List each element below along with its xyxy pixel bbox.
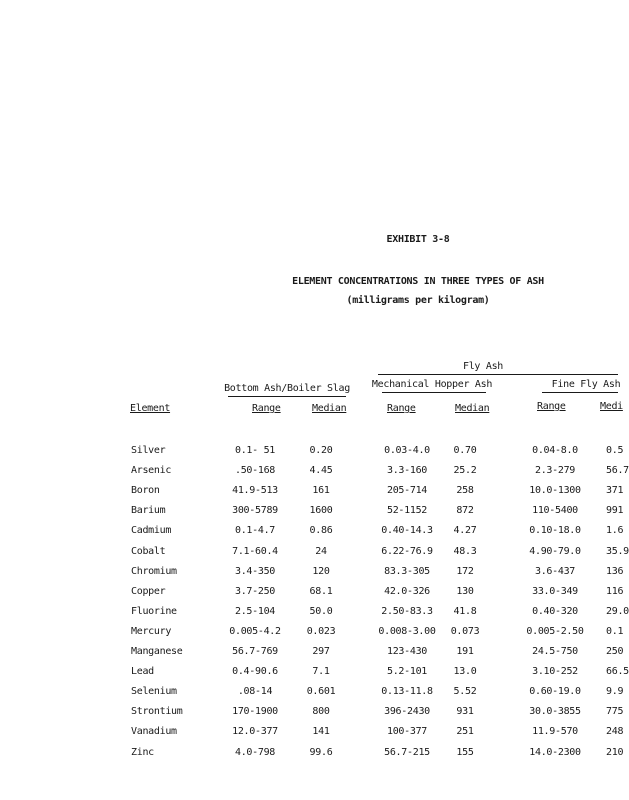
fine-median-cell: 35.9 xyxy=(606,546,629,557)
mech-median-cell: 130 xyxy=(456,586,474,597)
bottom-median-cell: 0.86 xyxy=(309,525,333,536)
fine-range-cell: 0.10-18.0 xyxy=(529,525,581,536)
element-cell: Lead xyxy=(131,666,154,677)
fine-range-cell: 10.0-1300 xyxy=(529,485,581,496)
mech-median-cell: 25.2 xyxy=(453,465,477,476)
bottom-median-cell: 68.1 xyxy=(309,586,333,597)
fine-median-cell: 136 xyxy=(606,566,624,577)
mech-range-header: Range xyxy=(387,403,416,414)
bottom-ash-header: Bottom Ash/Boiler Slag xyxy=(224,383,350,394)
bottom-median-cell: 50.0 xyxy=(309,606,333,617)
fine-range-cell: 11.9-570 xyxy=(532,726,578,737)
bottom-median-cell: 161 xyxy=(312,485,330,496)
mech-median-cell: 48.3 xyxy=(453,546,477,557)
mech-range-cell: 3.3-160 xyxy=(386,465,428,476)
fine-range-cell: 24.5-750 xyxy=(532,646,578,657)
element-cell: Silver xyxy=(131,445,166,456)
mech-median-cell: 872 xyxy=(456,505,474,516)
mech-median-cell: 931 xyxy=(456,706,474,717)
mech-range-cell: 205-714 xyxy=(386,485,428,496)
mech-range-cell: 0.008-3.00 xyxy=(378,626,436,637)
bottom-median-cell: 0.023 xyxy=(306,626,336,637)
fine-range-cell: 14.0-2300 xyxy=(529,747,581,758)
bottom-range-cell: 56.7-769 xyxy=(232,646,278,657)
fine-fly-ash-header: Fine Fly Ash xyxy=(551,379,621,390)
bottom-range-cell: 4.0-798 xyxy=(234,747,276,758)
bottom-median-cell: 800 xyxy=(312,706,330,717)
bottom-range-cell: .50-168 xyxy=(234,465,276,476)
fine-median-cell: 0.1 xyxy=(606,626,624,637)
fine-median-cell: 56.7 xyxy=(606,465,629,476)
bottom-median-cell: 4.45 xyxy=(309,465,333,476)
fine-range-cell: 0.40-320 xyxy=(532,606,578,617)
fine-range-cell: 30.0-3855 xyxy=(529,706,581,717)
mech-range-cell: 2.50-83.3 xyxy=(381,606,433,617)
mech-median-cell: 191 xyxy=(456,646,474,657)
bottom-median-cell: 120 xyxy=(312,566,330,577)
mech-range-cell: 5.2-101 xyxy=(386,666,428,677)
fine-range-cell: 2.3-279 xyxy=(534,465,576,476)
fine-median-cell: 371 xyxy=(606,485,624,496)
bottom-median-cell: 0.601 xyxy=(306,686,336,697)
bottom-median-cell: 141 xyxy=(312,726,330,737)
fine-fly-ash-rule xyxy=(542,392,618,393)
bottom-median-cell: 24 xyxy=(315,546,327,557)
bottom-median-header: Median xyxy=(312,403,347,414)
fine-range-header: Range xyxy=(537,401,566,412)
mech-range-cell: 83.3-305 xyxy=(384,566,430,577)
bottom-ash-rule xyxy=(228,396,346,397)
fine-median-cell: 0.5 xyxy=(606,445,624,456)
mech-range-cell: 0.13-11.8 xyxy=(381,686,433,697)
bottom-range-cell: 300-5789 xyxy=(232,505,278,516)
mech-median-cell: 258 xyxy=(456,485,474,496)
bottom-median-cell: 0.20 xyxy=(309,445,333,456)
fine-range-cell: 4.90-79.0 xyxy=(529,546,581,557)
mech-range-cell: 52-1152 xyxy=(386,505,428,516)
mech-median-cell: 0.073 xyxy=(450,626,480,637)
bottom-range-header: Range xyxy=(252,403,281,414)
bottom-range-cell: 7.1-60.4 xyxy=(232,546,278,557)
mech-range-cell: 42.0-326 xyxy=(384,586,430,597)
element-cell: Selenium xyxy=(131,686,177,697)
fly-ash-header: Fly Ash xyxy=(462,361,504,372)
mech-range-cell: 0.40-14.3 xyxy=(381,525,433,536)
fine-median-header: Medi xyxy=(600,401,623,412)
element-cell: Copper xyxy=(131,586,166,597)
mech-median-cell: 4.27 xyxy=(453,525,477,536)
fine-median-cell: 991 xyxy=(606,505,624,516)
mech-range-cell: 6.22-76.9 xyxy=(381,546,433,557)
element-cell: Boron xyxy=(131,485,160,496)
mechanical-hopper-header: Mechanical Hopper Ash xyxy=(371,379,493,390)
fine-range-cell: 0.005-2.50 xyxy=(526,626,584,637)
mech-median-cell: 41.8 xyxy=(453,606,477,617)
element-cell: Zinc xyxy=(131,747,154,758)
bottom-range-cell: .08-14 xyxy=(237,686,273,697)
bottom-range-cell: 0.005-4.2 xyxy=(229,626,281,637)
mech-median-cell: 172 xyxy=(456,566,474,577)
bottom-range-cell: 0.1- 51 xyxy=(234,445,276,456)
element-column-header: Element xyxy=(130,403,171,414)
table-title: ELEMENT CONCENTRATIONS IN THREE TYPES OF ASH xyxy=(292,276,544,287)
mech-median-cell: 155 xyxy=(456,747,474,758)
fine-median-cell: 9.9 xyxy=(606,686,624,697)
fine-range-cell: 0.04-8.0 xyxy=(532,445,578,456)
bottom-median-cell: 1600 xyxy=(309,505,333,516)
bottom-range-cell: 41.9-513 xyxy=(232,485,278,496)
element-cell: Vanadium xyxy=(131,726,177,737)
mech-range-cell: 56.7-215 xyxy=(384,747,430,758)
fine-median-cell: 29.0 xyxy=(606,606,629,617)
mech-range-cell: 396-2430 xyxy=(384,706,430,717)
bottom-range-cell: 3.7-250 xyxy=(234,586,276,597)
bottom-range-cell: 12.0-377 xyxy=(232,726,278,737)
mech-range-cell: 0.03-4.0 xyxy=(384,445,430,456)
fly-ash-rule xyxy=(378,374,618,375)
bottom-range-cell: 170-1900 xyxy=(232,706,278,717)
element-cell: Strontium xyxy=(131,706,183,717)
element-cell: Cobalt xyxy=(131,546,166,557)
element-cell: Fluorine xyxy=(131,606,177,617)
fine-median-cell: 210 xyxy=(606,747,624,758)
fine-range-cell: 0.60-19.0 xyxy=(529,686,581,697)
element-cell: Manganese xyxy=(131,646,183,657)
mech-range-cell: 100-377 xyxy=(386,726,428,737)
bottom-median-cell: 7.1 xyxy=(312,666,330,677)
bottom-range-cell: 0.4-90.6 xyxy=(232,666,278,677)
element-cell: Arsenic xyxy=(131,465,172,476)
fine-median-cell: 248 xyxy=(606,726,624,737)
mechanical-hopper-rule xyxy=(382,392,486,393)
bottom-range-cell: 2.5-104 xyxy=(234,606,276,617)
bottom-range-cell: 3.4-350 xyxy=(234,566,276,577)
fine-range-cell: 3.10-252 xyxy=(532,666,578,677)
element-cell: Chromium xyxy=(131,566,177,577)
bottom-median-cell: 99.6 xyxy=(309,747,333,758)
fine-range-cell: 110-5400 xyxy=(532,505,578,516)
exhibit-label: EXHIBIT 3-8 xyxy=(386,234,450,245)
mech-range-cell: 123-430 xyxy=(386,646,428,657)
element-cell: Barium xyxy=(131,505,166,516)
fine-median-cell: 66.5 xyxy=(606,666,629,677)
bottom-median-cell: 297 xyxy=(312,646,330,657)
element-cell: Cadmium xyxy=(131,525,172,536)
fine-range-cell: 33.0-349 xyxy=(532,586,578,597)
mech-median-cell: 5.52 xyxy=(453,686,477,697)
mech-median-cell: 0.70 xyxy=(453,445,477,456)
fine-median-cell: 1.6 xyxy=(606,525,624,536)
fine-median-cell: 116 xyxy=(606,586,624,597)
element-cell: Mercury xyxy=(131,626,172,637)
table-subtitle: (milligrams per kilogram) xyxy=(346,295,490,306)
mech-median-cell: 13.0 xyxy=(453,666,477,677)
mech-median-header: Median xyxy=(455,403,490,414)
bottom-range-cell: 0.1-4.7 xyxy=(234,525,276,536)
fine-median-cell: 250 xyxy=(606,646,624,657)
mech-median-cell: 251 xyxy=(456,726,474,737)
fine-median-cell: 775 xyxy=(606,706,624,717)
fine-range-cell: 3.6-437 xyxy=(534,566,576,577)
